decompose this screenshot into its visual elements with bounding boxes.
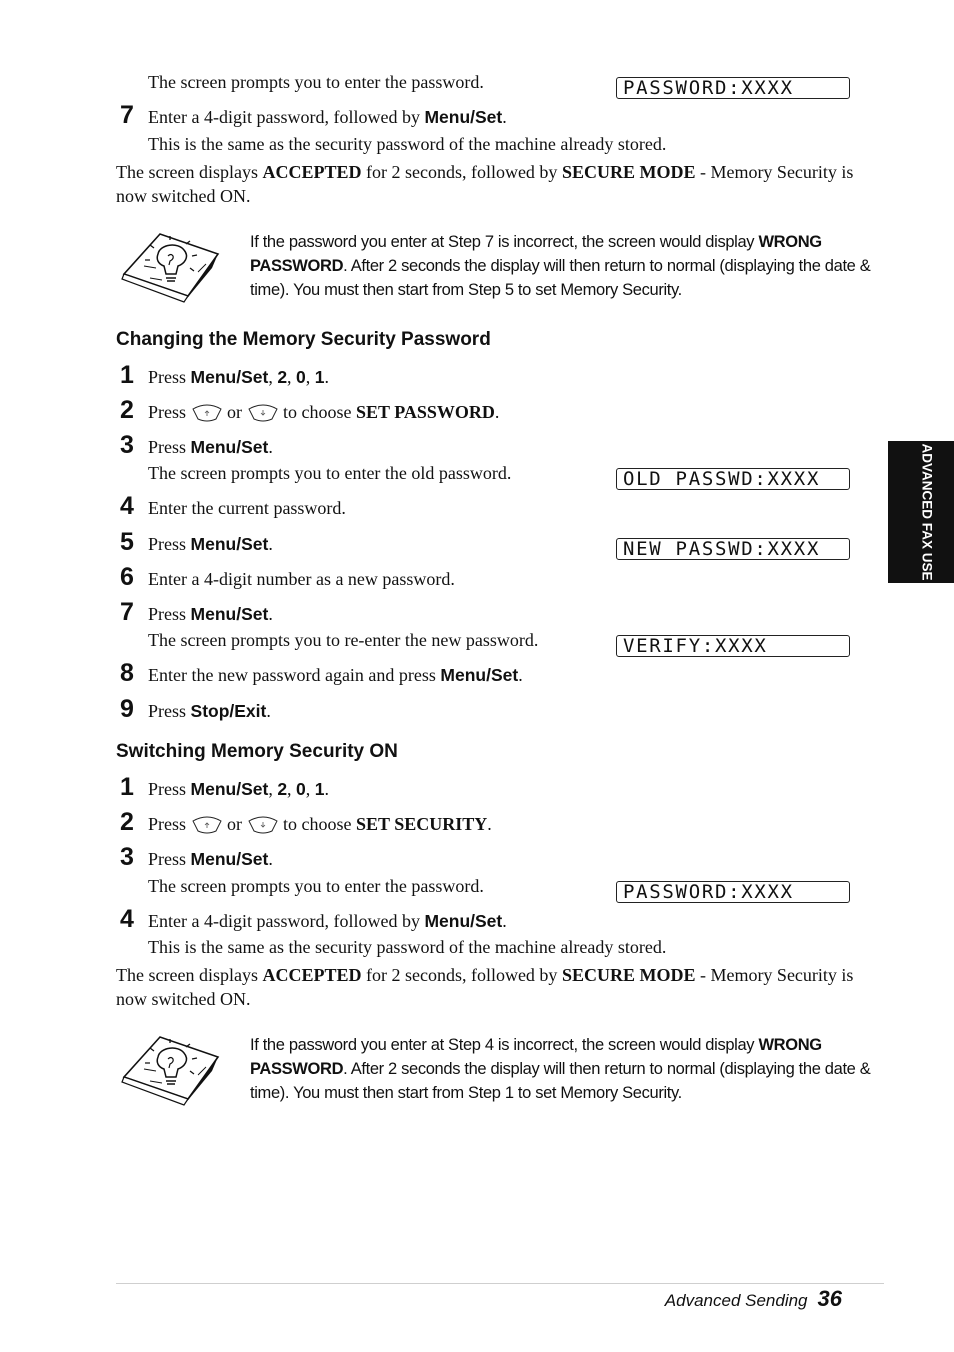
page-number: 36 (817, 1286, 842, 1311)
up-arrow-key-icon (191, 403, 223, 423)
step-text: Press Menu/Set, 2, 0, 1. (148, 779, 330, 799)
step-text: Press Menu/Set. (148, 534, 273, 554)
step-text: Enter the new password again and press Menu/Set. (148, 665, 523, 685)
step-number: 7 (120, 598, 134, 626)
section-heading-switch-security: Switching Memory Security ON (116, 741, 398, 762)
section-heading-change-password: Changing the Memory Security Password (116, 329, 491, 350)
lcd-verify-display: VERIFY:XXXX (616, 635, 850, 657)
step-subtext: This is the same as the security password of the machine already stored. (148, 134, 667, 154)
menu-set-key: Menu/Set (424, 107, 503, 127)
step-text: Press Menu/Set, 2, 0, 1. (148, 367, 330, 387)
down-arrow-key-icon (247, 815, 279, 835)
step-number: 8 (120, 659, 134, 687)
up-arrow-key-icon (191, 815, 223, 835)
step-text: Enter a 4-digit password, followed by Menu/Set. (148, 107, 507, 127)
lcd-old-password-display: OLD PASSWD:XXXX (616, 468, 850, 490)
step-number: 4 (120, 492, 134, 520)
step-text: Press Menu/Set. (148, 849, 273, 869)
step-subtext: This is the same as the security password of the machine already stored. (148, 937, 667, 957)
lightbulb-note-icon (120, 1029, 220, 1107)
step-text: Enter the current password. (148, 498, 346, 518)
step-number: 3 (120, 431, 134, 459)
note-text: If the password you enter at Step 4 is incorrect, the screen would display WRONG PASSWORD. After 2 seconds the display will then return to normal (displaying the date & time). You must then start from Step 1 to set Memory Security. (250, 1036, 871, 1102)
step-number: 9 (120, 695, 134, 723)
step-text: Press or to choose SET PASSWORD. (148, 402, 500, 422)
step-number: 4 (120, 905, 134, 933)
step-subtext: The screen prompts you to enter the old password. (148, 463, 512, 483)
step-text: Press or to choose SET SECURITY. (148, 814, 492, 834)
step-text: Press Menu/Set. (148, 437, 273, 457)
step-text: Enter a 4-digit password, followed by Menu/Set. (148, 911, 507, 931)
footer-section-title: Advanced Sending (664, 1291, 808, 1310)
lcd-password-display: PASSWORD:XXXX (616, 881, 850, 903)
note-text: If the password you enter at Step 7 is incorrect, the screen would display WRONG PASSWORD. After 2 seconds the display will then return to normal (displaying the date & time). You must then start from Step 5 to set Memory Security. (250, 233, 871, 299)
accepted-paragraph: The screen displays ACCEPTED for 2 seconds, followed by SECURE MODE - Memory Security is now switched ON. (116, 162, 854, 206)
page-footer (665, 1288, 842, 1312)
lcd-password-display: PASSWORD:XXXX (616, 77, 850, 99)
step-text: Press Stop/Exit. (148, 701, 271, 721)
step-number: 2 (120, 808, 134, 836)
step-number: 2 (120, 396, 134, 424)
step-number: 3 (120, 843, 134, 871)
lcd-new-password-display: NEW PASSWD:XXXX (616, 538, 850, 560)
lightbulb-note-icon (120, 226, 220, 304)
down-arrow-key-icon (247, 403, 279, 423)
password-prompt-text: The screen prompts you to enter the password. (148, 72, 484, 92)
chapter-side-tab-label: ADVANCED FAX USE (919, 443, 935, 581)
footer-divider (116, 1283, 884, 1284)
step-subtext: The screen prompts you to re-enter the new password. (148, 630, 539, 650)
step-text: Press Menu/Set. (148, 604, 273, 624)
accepted-paragraph: The screen displays ACCEPTED for 2 seconds, followed by SECURE MODE - Memory Security is now switched ON. (116, 965, 854, 1009)
step-number: 1 (120, 361, 134, 389)
step-number: 6 (120, 563, 134, 591)
step-subtext: The screen prompts you to enter the password. (148, 876, 484, 896)
step-number: 1 (120, 773, 134, 801)
step-number: 5 (120, 528, 134, 556)
step-text: Enter a 4-digit number as a new password. (148, 569, 455, 589)
step-number: 7 (120, 101, 134, 129)
